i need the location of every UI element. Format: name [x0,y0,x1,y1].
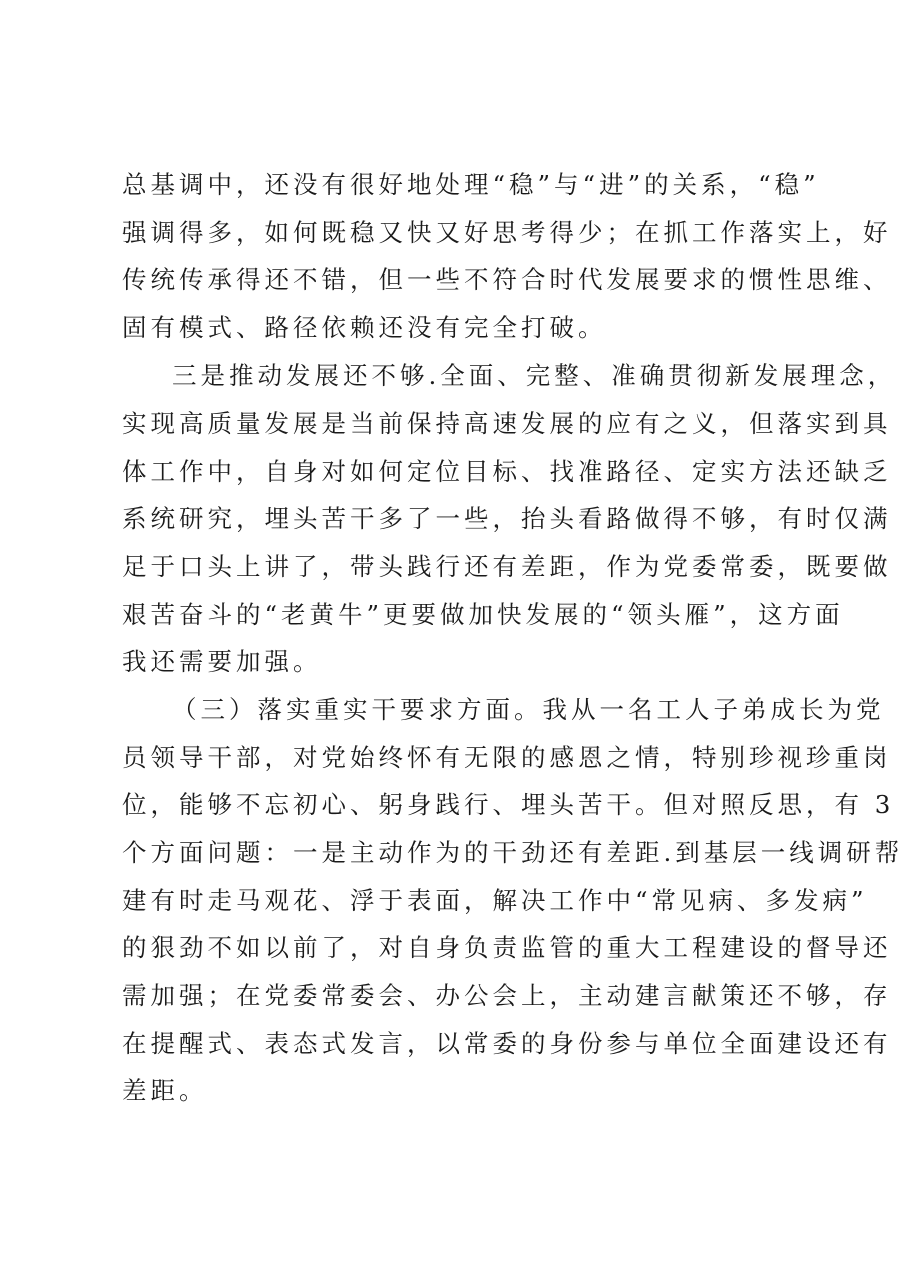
text-line: 建有时走马观花、浮于表面，解决工作中“常见病、多发病” [122,886,868,915]
text-line: 需加强；在党委常委会、办公会上，主动建言献策还不够，存 [122,981,892,1010]
text-line: 实现高质量发展是当前保持高速发展的应有之义，但落实到具 [122,409,892,438]
text-line: 位，能够不忘初心、躬身践行、埋头苦干。但对照反思，有 3 [122,790,895,819]
text-line: 差距。 [122,1076,208,1105]
text-line: 体工作中，自身对如何定位目标、找准路径、定实方法还缺乏 [122,457,892,486]
text-line: 总基调中，还没有很好地处理“稳”与“进”的关系，“稳” [122,170,820,199]
text-line: 足于口头上讲了，带头践行还有差距，作为党委常委，既要做 [122,552,892,581]
text-line: 我还需要加强。 [122,647,322,676]
text-line: 固有模式、路径依赖还没有完全打破。 [122,313,607,342]
text-line: 系统研究，埋头苦干多了一些，抬头看路做得不够，有时仅满 [122,504,892,533]
paragraph-first-line: （三）落实重实干要求方面。我从一名工人子弟成长为党 [172,695,885,724]
text-line: 的狠劲不如以前了，对自身负责监管的重大工程建设的督导还 [122,933,892,962]
text-line: 强调得多，如何既稳又快又好思考得少；在抓工作落实上，好 [122,218,892,247]
text-line: 个方面问题：一是主动作为的干劲还有差距.到基层一线调研帮 [122,838,904,867]
paragraph-first-line: 三是推动发展还不够.全面、完整、准确贯彻新发展理念， [172,361,897,390]
text-line: 传统传承得还不错，但一些不符合时代发展要求的惯性思维、 [122,265,892,294]
text-line: 艰苦奋斗的“老黄牛”更要做加快发展的“领头雁”，这方面 [122,600,844,629]
text-line: 员领导干部，对党始终怀有无限的感恩之情，特别珍视珍重岗 [122,743,892,772]
text-line: 在提醒式、表态式发言，以常委的身份参与单位全面建设还有 [122,1029,892,1058]
